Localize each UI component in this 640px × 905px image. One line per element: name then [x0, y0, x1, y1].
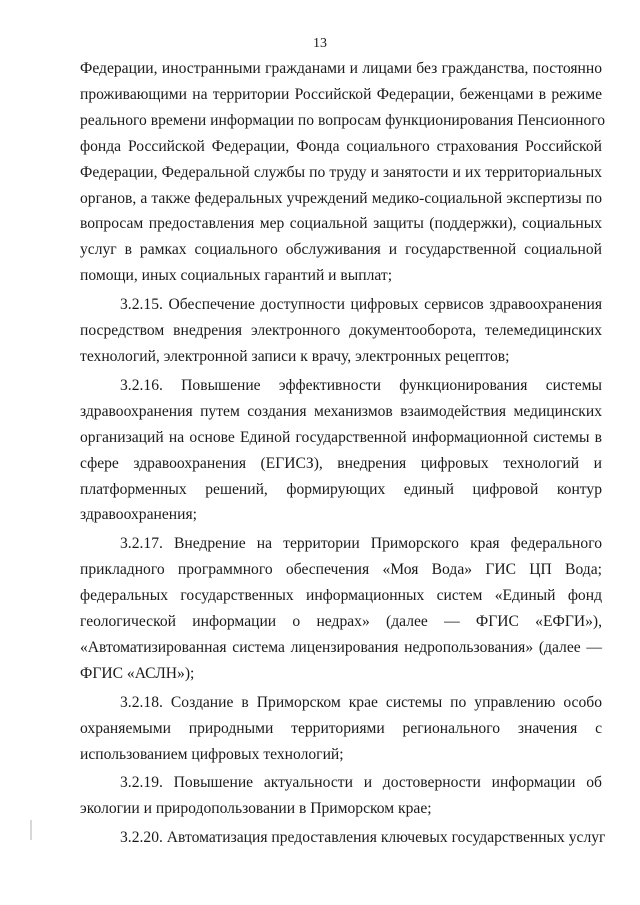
- text-line: 3.2.16. Повышение эффективности функционирования системы: [120, 376, 602, 394]
- text-line: федеральных государственных информационных систем «Единый фонд: [80, 587, 602, 605]
- text-line: «Автоматизированная система лицензирования недропользования» (далее —: [80, 638, 602, 656]
- text-line: 3.2.19. Повышение актуальности и достоверности информации об: [120, 774, 602, 792]
- paragraph: [80, 690, 602, 768]
- paragraph: [80, 292, 602, 370]
- text-line: 3.2.17. Внедрение на территории Приморского края федерального: [120, 535, 602, 553]
- text-line: организаций на основе Единой государственной информационной системы в: [80, 428, 602, 446]
- text-line: органов, а также федеральных учреждений медико-социальной экспертизы по: [80, 189, 602, 207]
- text-line: фонда Российской Федерации, Фонда социального страхования Российской: [80, 137, 602, 155]
- text-line: 3.2.18. Создание в Приморском крае системы по управлению особо: [120, 693, 602, 711]
- text-line: Федерации, Федеральной службы по труду и занятости и их территориальных: [80, 163, 602, 181]
- text-line: прикладного программного обеспечения «Моя Вода» ГИС ЦП Вода;: [80, 561, 602, 579]
- text-line: здравоохранения путем создания механизмов взаимодействия медицинских: [80, 402, 602, 420]
- text-line: охраняемыми природными территориями регионального значения с: [80, 719, 602, 737]
- paragraph: [80, 373, 602, 528]
- text-line: технологий, электронной записи к врачу, электронных рецептов;: [80, 347, 510, 365]
- text-line: 3.2.15. Обеспечение доступности цифровых сервисов здравоохранения: [120, 296, 602, 314]
- page-number: 13: [313, 36, 327, 51]
- paragraph: [80, 825, 606, 851]
- text-line: использованием цифровых технологий;: [80, 745, 344, 763]
- text-line: реального времени информации по вопросам функционирования Пенсионного: [80, 111, 606, 129]
- text-line: геологической информации о недрах» (далее — ФГИС «ЕФГИ»),: [80, 613, 602, 631]
- paragraph: [80, 531, 602, 686]
- text-line: здравоохранения;: [80, 506, 197, 524]
- text-line: вопросам предоставления мер социальной защиты (поддержки), социальных: [80, 215, 602, 233]
- paragraph: [80, 770, 602, 822]
- text-line: ФГИС «АСЛН»);: [80, 664, 195, 682]
- document-body: [80, 56, 606, 851]
- text-line: посредством внедрения электронного документооборота, телемедицинских: [80, 322, 602, 340]
- text-line: платформенных решений, формирующих единый цифровой контур: [80, 480, 602, 498]
- margin-mark: [30, 820, 32, 840]
- text-line: 3.2.20. Автоматизация предоставления ключевых государственных услуг: [120, 829, 606, 847]
- text-line: сфере здравоохранения (ЕГИСЗ), внедрения цифровых технологий и: [80, 454, 602, 472]
- text-line: экологии и природопользовании в Приморском крае;: [80, 800, 432, 818]
- text-line: услуг в рамках социального обслуживания и государственной социальной: [80, 241, 602, 259]
- paragraph: [80, 56, 606, 289]
- text-line: помощи, иных социальных гарантий и выплат;: [80, 267, 393, 285]
- text-line: Федерации, иностранными гражданами и лицами без гражданства, постоянно: [80, 60, 602, 77]
- text-line: проживающими на территории Российской Федерации, беженцами в режиме: [80, 85, 602, 103]
